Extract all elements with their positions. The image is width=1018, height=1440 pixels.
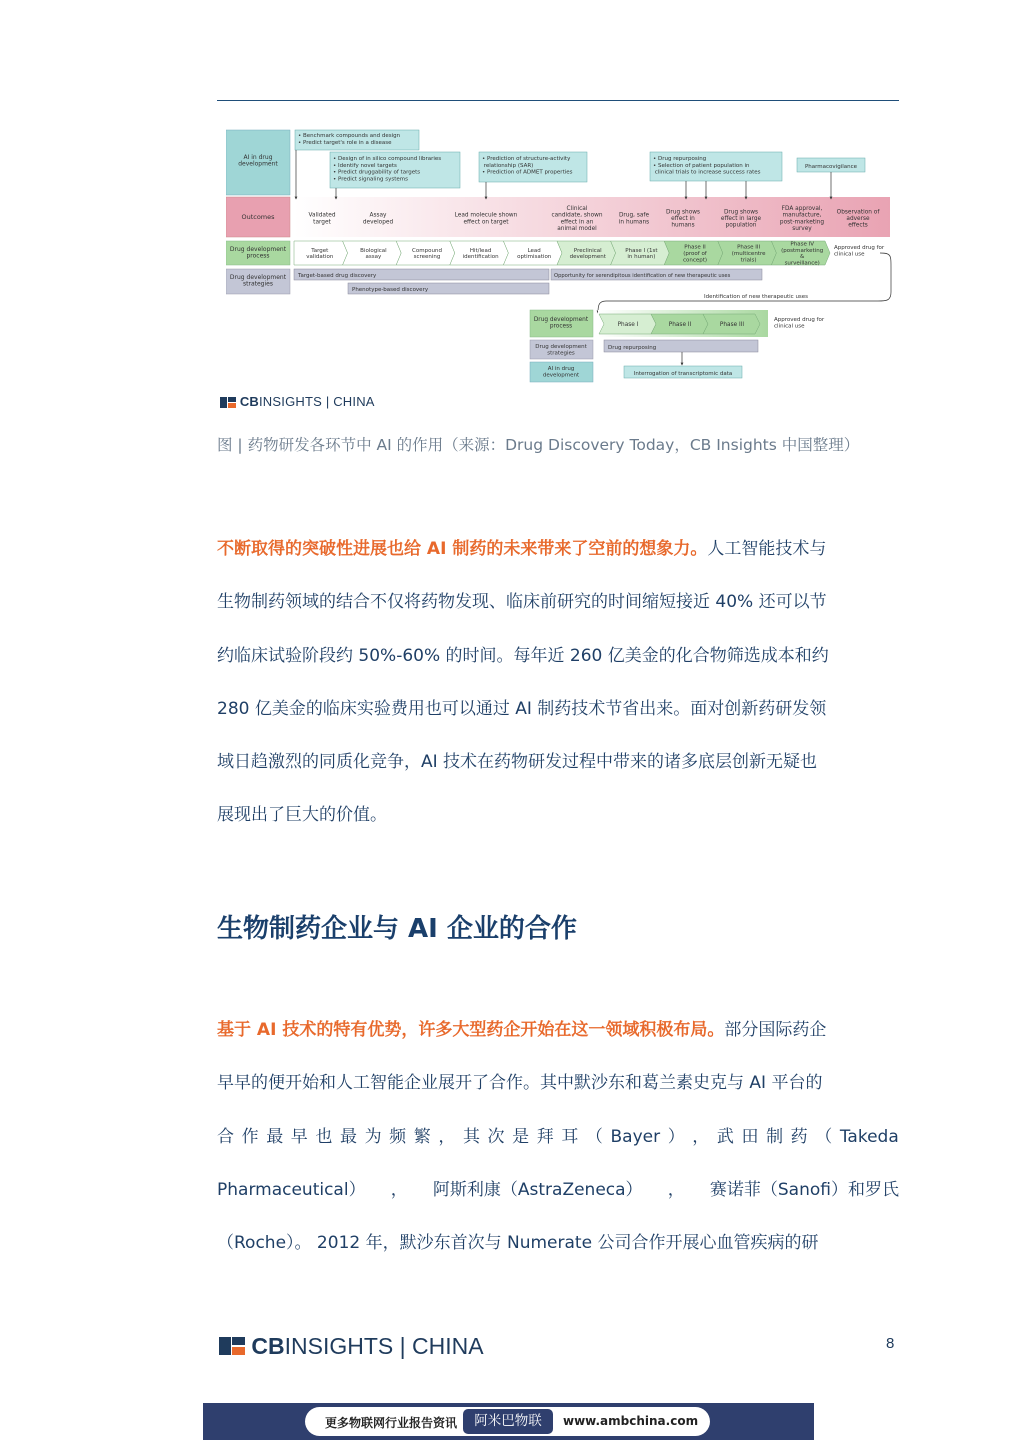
brand-bold: CB: [239, 394, 259, 409]
outcome-6: Drug shows effect in humans: [665, 209, 701, 229]
outcome-5: Drug, safe in humans: [618, 212, 650, 226]
process-steps: [294, 241, 830, 267]
justified-token: 赛诺菲（Sanofi）和罗氏: [709, 1179, 899, 1200]
justified-token: 拜: [536, 1126, 554, 1147]
justified-token: ，: [692, 1126, 710, 1147]
para2-line3: [217, 1111, 899, 1164]
para1-line: 生物制药领域的结合不仅将药物发现、临床前研究的时间缩短接近 40% 还可以节: [217, 592, 827, 613]
justified-token: 其: [462, 1126, 480, 1147]
drug-development-figure: [226, 127, 892, 385]
process-step-3: Compound screening: [412, 247, 442, 261]
ai-box-1-text: • Benchmark compounds and design • Predict target's role in a disease: [298, 133, 401, 146]
row-process-label: Drug development process: [229, 246, 287, 260]
justified-token: 繁: [413, 1126, 431, 1147]
sub-step-2: Phase II: [668, 322, 692, 328]
justified-token: （: [585, 1126, 603, 1147]
footer-left-text: 更多物联网行业报告资讯: [325, 1416, 458, 1430]
para2-highlight: 基于 AI 技术的特有优势，许多大型药企开始在这一领域积极布局。: [217, 1020, 725, 1040]
para1-line: 280 亿美金的临床实验费用也可以通过 AI 制药技术节省出来。面对创新药研发领: [217, 698, 827, 719]
justified-token: ，: [438, 1126, 456, 1147]
brand-light: INSIGHTS: [284, 1333, 394, 1359]
para2-line4: [217, 1164, 899, 1217]
justified-token: Bayer: [610, 1126, 661, 1147]
sub-repurposing: Drug repurposing: [608, 345, 657, 351]
justified-token: ，: [390, 1179, 408, 1200]
process-step-6: Preclinical development: [569, 247, 606, 261]
justified-token: 最: [339, 1126, 357, 1147]
sub-step-3: Phase III: [719, 322, 745, 328]
sub-interrogation: Interrogation of transcriptomic data: [633, 371, 733, 377]
row-outcomes-label: Outcomes: [241, 213, 275, 221]
brand-sep: |: [325, 394, 330, 409]
process-step-1: Target validation: [306, 247, 334, 261]
figure-caption: 图 | 药物研发各环节中 AI 的作用（来源：Drug Discovery Today，CB Insights 中国整理）: [217, 436, 860, 454]
cbinsights-mark-icon: [219, 1337, 245, 1355]
brand-sep: |: [399, 1333, 406, 1359]
justified-token: 合: [217, 1126, 234, 1147]
justified-token: （: [815, 1126, 833, 1147]
strategy-serendipitous: Opportunity for serendipitous identification of new therapeutic uses: [554, 273, 731, 279]
justified-token: 武: [716, 1126, 734, 1147]
process-step-9: Phase III (multicentre trials): [731, 244, 766, 264]
justified-token: 田: [741, 1126, 759, 1147]
sub-ai-label: AI in drug development: [542, 366, 580, 379]
process-step-8: Phase II (proof of concept): [682, 244, 708, 264]
process-step-4: Hit/lead identification: [462, 247, 499, 261]
outcome-7: Drug shows effect in large population: [720, 209, 762, 229]
process-step-10: Phase IV (postmarketing & surveillance): [781, 241, 824, 267]
para1-highlight: 不断取得的突破性进展也给 AI 制药的未来带来了空前的想象力。: [217, 539, 708, 559]
justified-token: 最: [266, 1126, 284, 1147]
strategy-phenotype: Phenotype-based discovery: [352, 287, 429, 293]
justified-token: 也: [315, 1126, 333, 1147]
para2-line1-rest: 部分国际药企: [724, 1020, 827, 1040]
brand-bold: CB: [251, 1333, 285, 1359]
ai-box-5-text: Pharmacovigilance: [804, 164, 858, 170]
footer-brand-badge[interactable]: 阿米巴物联: [463, 1409, 553, 1434]
paragraph-1: [217, 523, 899, 843]
row-ai-label: AI in drug development: [238, 154, 278, 168]
top-rule: [217, 100, 899, 101]
approved-drug-label: Approved drug for clinical use: [834, 245, 885, 258]
justified-token: ，: [667, 1179, 685, 1200]
cbinsights-mark-icon: [220, 397, 236, 408]
justified-token: 作: [241, 1126, 259, 1147]
footer-url-link[interactable]: www.ambchina.com: [563, 1414, 699, 1428]
row-strategies-label: Drug development strategies: [229, 274, 287, 288]
cbinsights-logo-small: [220, 394, 375, 409]
ai-box-2-text: • Design of in silico compound libraries • Identify novel targets • Predict druggability of targets • Predict signaling systems: [333, 156, 442, 183]
outcome-4: Clinical candidate, shown effect in an animal model: [551, 206, 603, 232]
sub-process-label: Drug development process: [533, 317, 589, 330]
strategy-target: Target-based drug discovery: [298, 273, 377, 279]
brand-region: CHINA: [412, 1333, 484, 1359]
para1-line: 展现出了巨大的价值。: [217, 805, 387, 826]
justified-token: 次: [487, 1126, 505, 1147]
justified-token: 制: [766, 1126, 784, 1147]
page-number: 8: [886, 1335, 895, 1352]
outcome-9: Observation of adverse effects: [836, 209, 880, 229]
process-step-5: Lead optimisation: [517, 247, 552, 261]
sub-strategies-label: Drug development strategies: [535, 344, 587, 357]
ai-box-4-text: • Drug repurposing • Selection of patient population in clinical trials to increase success rates: [653, 156, 761, 176]
ai-box-3-text: • Prediction of structure-activity relationship (SAR) • Prediction of ADMET properties: [482, 156, 573, 176]
new-uses-label: Identification of new therapeutic uses: [704, 294, 809, 300]
brand-light: INSIGHTS: [259, 394, 322, 409]
justified-token: Takeda: [839, 1126, 899, 1147]
justified-token: 频: [389, 1126, 407, 1147]
justified-token: ）: [667, 1126, 685, 1147]
paragraph-2: [217, 1004, 899, 1270]
footer-pill[interactable]: [305, 1407, 710, 1436]
justified-token: 早: [290, 1126, 308, 1147]
para1-line: 域日趋激烈的同质化竞争，AI 技术在药物研发过程中带来的诸多底层创新无疑也: [217, 752, 818, 773]
brand-region: CHINA: [333, 394, 375, 409]
process-step-2: Biological assay: [360, 247, 387, 261]
para1-line: 约临床试验阶段约 50%-60% 的时间。每年近 260 亿美金的化合物筛选成本和约: [217, 645, 829, 666]
sub-steps: [599, 314, 760, 334]
process-step-7: Phase I (1st in human): [625, 247, 658, 261]
para2-line5: （Roche）。 2012 年，默沙东首次与 Numerate 公司合作开展心血管疾病的研: [217, 1233, 819, 1254]
sub-approved-label: Approved drug for clinical use: [774, 317, 825, 330]
justified-token: 是: [512, 1126, 530, 1147]
outcome-1: Validated target: [308, 212, 336, 226]
justified-token: 药: [790, 1126, 808, 1147]
para1-line1-rest: 人工智能技术与: [707, 539, 827, 559]
cbinsights-logo-footer: [219, 1333, 484, 1360]
justified-token: 耳: [561, 1126, 579, 1147]
outcome-8: FDA approval, manufacture, post-marketing survey: [779, 206, 825, 232]
outcome-2: Assay developed: [362, 212, 394, 226]
outcome-3: Lead molecule shown effect on target: [454, 212, 518, 226]
para2-line2: 早早的便开始和人工智能企业展开了合作。其中默沙东和葛兰素史克与 AI 平台的: [217, 1073, 823, 1094]
sub-step-1: Phase I: [617, 322, 639, 328]
justified-token: 为: [364, 1126, 382, 1147]
section-heading: 生物制药企业与 AI 企业的合作: [217, 914, 577, 944]
justified-token: Pharmaceutical）: [217, 1179, 366, 1200]
justified-token: 阿斯利康（AstraZeneca）: [432, 1179, 643, 1200]
